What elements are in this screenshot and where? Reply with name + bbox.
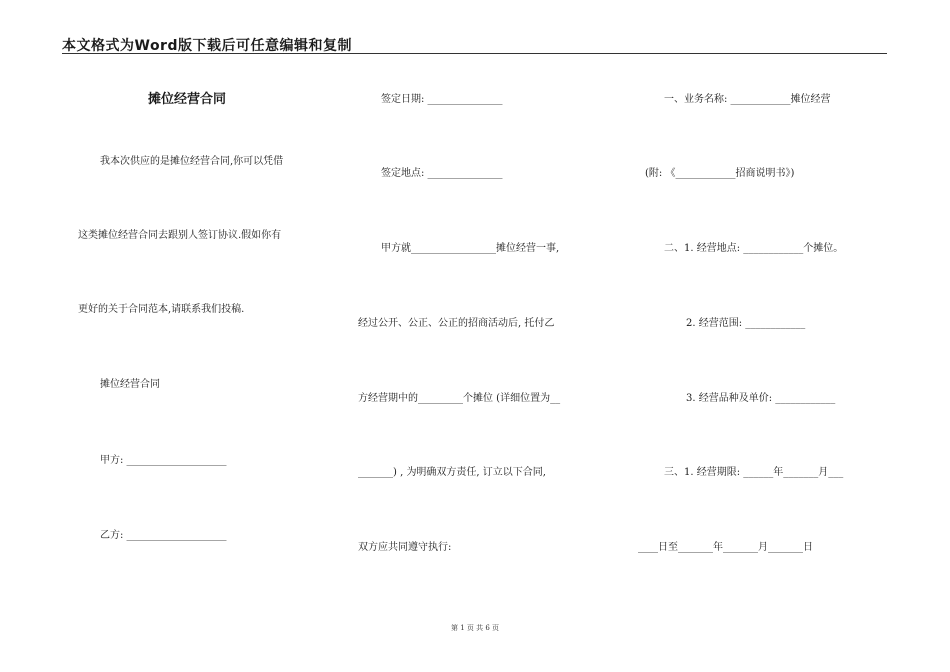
attachment-note: (附: 《____________招商说明书》) — [645, 168, 795, 179]
page-number: 第 1 页 共 6 页 — [450, 624, 500, 632]
document-header: 本文格式为Word版下载后可任意编辑和复制 — [62, 38, 352, 54]
body-line-1: 甲方就_________________摊位经营一事, — [381, 243, 560, 254]
body-line-4: _______) , 为明确双方责任, 订立以下合同, — [358, 467, 546, 478]
sign-date-field: 签定日期: _______________ — [381, 94, 503, 105]
party-b-field: 乙方: ____________________ — [100, 530, 227, 541]
header-divider — [62, 53, 887, 54]
intro-line-3: 更好的关于合同范本,请联系我们投稿. — [78, 304, 245, 315]
party-a-field: 甲方: ____________________ — [100, 455, 227, 466]
intro-line-1: 我本次供应的是摊位经营合同,你可以凭借 — [100, 156, 284, 167]
sign-place-field: 签定地点: _______________ — [381, 168, 503, 179]
contract-subtitle: 摊位经营合同 — [100, 379, 160, 390]
business-location-field: 二、1. 经营地点: ____________个摊位。 — [664, 243, 844, 254]
body-line-3: 方经营期中的_________个摊位 (详细位置为__ — [358, 393, 561, 404]
contract-title: 摊位经营合同 — [148, 92, 227, 107]
body-line-2: 经过公开、公正、公正的招商活动后, 托付乙 — [358, 318, 555, 329]
body-line-5: 双方应共同遵守执行: — [358, 542, 452, 553]
business-scope-field: 2. 经营范围: ____________ — [686, 318, 806, 329]
term-end-field: ____日至_______年_______月_______日 — [638, 542, 813, 553]
business-name-field: 一、业务名称: ____________摊位经营 — [664, 94, 831, 105]
intro-line-2: 这类摊位经营合同去跟别人签订协议.假如你有 — [78, 230, 282, 241]
product-price-field: 3. 经营品种及单价: ____________ — [686, 393, 836, 404]
term-start-field: 三、1. 经营期限: ______年_______月___ — [664, 467, 844, 478]
